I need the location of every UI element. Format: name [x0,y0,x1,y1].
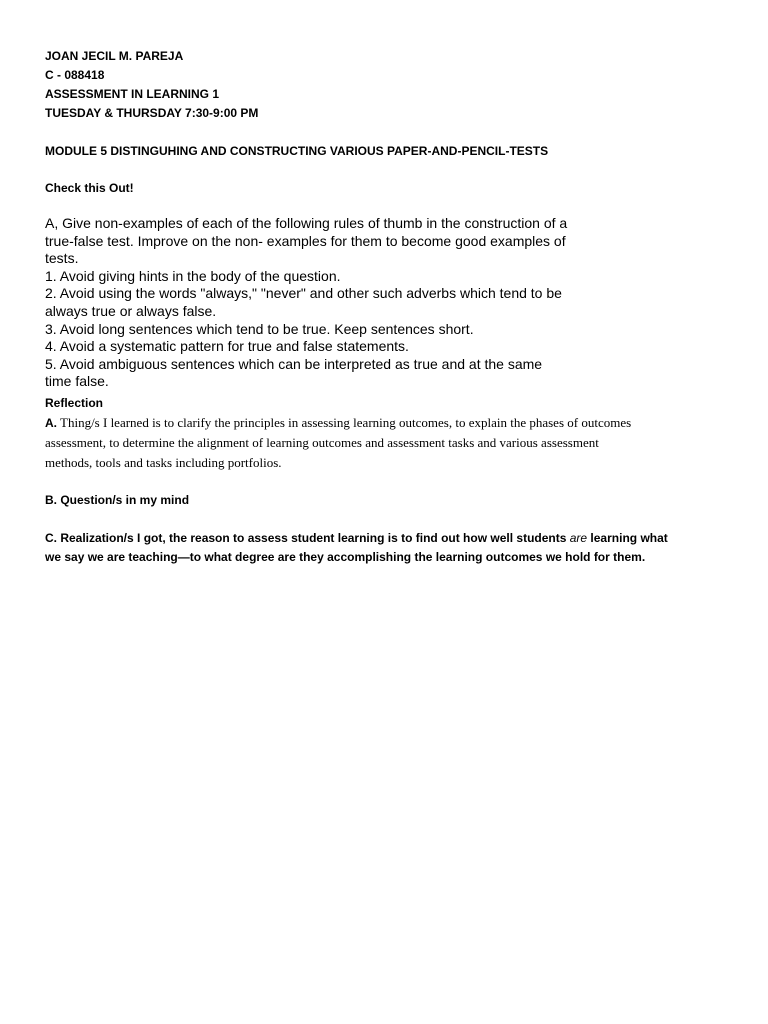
realization-paragraph [45,529,735,567]
realization-text: C. Realization/s I got, the reason to assess student learning is to find out how well students [45,531,570,545]
rule-item: 2. Avoid using the words "always," "never" and other such adverbs which tend to be [45,285,562,302]
rule-item-continuation: time false. [45,373,109,390]
course-name: ASSESSMENT IN LEARNING 1 [45,87,220,101]
item-letter: A. [45,416,57,430]
things-learned-line [45,413,735,433]
instruction-line: tests. [45,250,79,267]
class-schedule: TUESDAY & THURSDAY 7:30-9:00 PM [45,106,259,120]
realization-line [45,529,735,548]
instruction-line: A, Give non-examples of each of the following rules of thumb in the construction of a [45,215,568,231]
realization-line: we say we are teaching—to what degree are they accomplishing the learning outcomes we hold for them. [45,550,646,564]
instruction-line: true-false test. Improve on the non- examples for them to become good examples of [45,232,566,249]
rule-item: 5. Avoid ambiguous sentences which can be interpreted as true and at the same [45,355,543,372]
rule-item-continuation: always true or always false. [45,302,217,319]
rule-item: 3. Avoid long sentences which tend to be true. Keep sentences short. [45,320,474,337]
things-learned-line: methods, tools and tasks including portfolios. [45,455,282,470]
student-name: JOAN JECIL M. PAREJA [45,49,184,63]
check-this-out-heading: Check this Out! [45,181,134,195]
realization-text: learning what [587,531,668,545]
student-code: C - 088418 [45,68,105,82]
student-header [45,47,258,123]
questions-in-mind: B. Question/s in my mind [45,493,190,507]
module-title: MODULE 5 DISTINGUHING AND CONSTRUCTING VARIOUS PAPER-AND-PENCIL-TESTS [45,144,549,158]
rule-item: 1. Avoid giving hints in the body of the question. [45,267,341,284]
things-learned-paragraph [45,413,735,473]
rule-item: 4. Avoid a systematic pattern for true and false statements. [45,338,409,355]
things-learned-line: assessment, to determine the alignment of learning outcomes and assessment tasks and various assessment [45,435,599,450]
instructions-block [45,215,625,391]
things-learned-text: Thing/s I learned is to clarify the principles in assessing learning outcomes, to explain the phases of outcomes [57,415,632,430]
reflection-heading: Reflection [45,396,104,410]
realization-emphasis: are [569,531,588,545]
